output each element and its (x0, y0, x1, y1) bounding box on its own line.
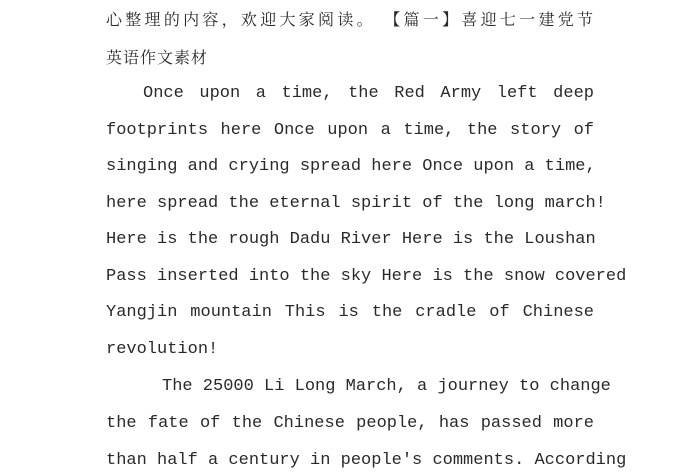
paragraph-line: Pass inserted into the sky Here is the snow covered (106, 267, 627, 286)
paragraph-line: revolution! (106, 340, 219, 359)
paragraph-line: Once upon a time, the Red Army left deep (143, 84, 594, 103)
paragraph-line: footprints here Once upon a time, the story of (106, 121, 594, 140)
paragraph-line: Here is the rough Dadu River Here is the Loushan (106, 230, 596, 249)
intro-line: 英语作文素材 (106, 48, 209, 67)
paragraph-line: the fate of the Chinese people, has passed more (106, 414, 594, 433)
paragraph-line: The 25000 Li Long March, a journey to change (162, 377, 611, 396)
paragraph-line: here spread the eternal spirit of the long march! (106, 194, 606, 213)
paragraph-line: Yangjin mountain This is the cradle of Chinese (106, 303, 594, 322)
intro-line: 心整理的内容，欢迎大家阅读。 【篇一】喜迎七一建党节 (106, 10, 594, 29)
paragraph-line: singing and crying spread here Once upon a time, (106, 157, 596, 176)
paragraph-line: than half a century in people's comments. According (106, 451, 627, 470)
